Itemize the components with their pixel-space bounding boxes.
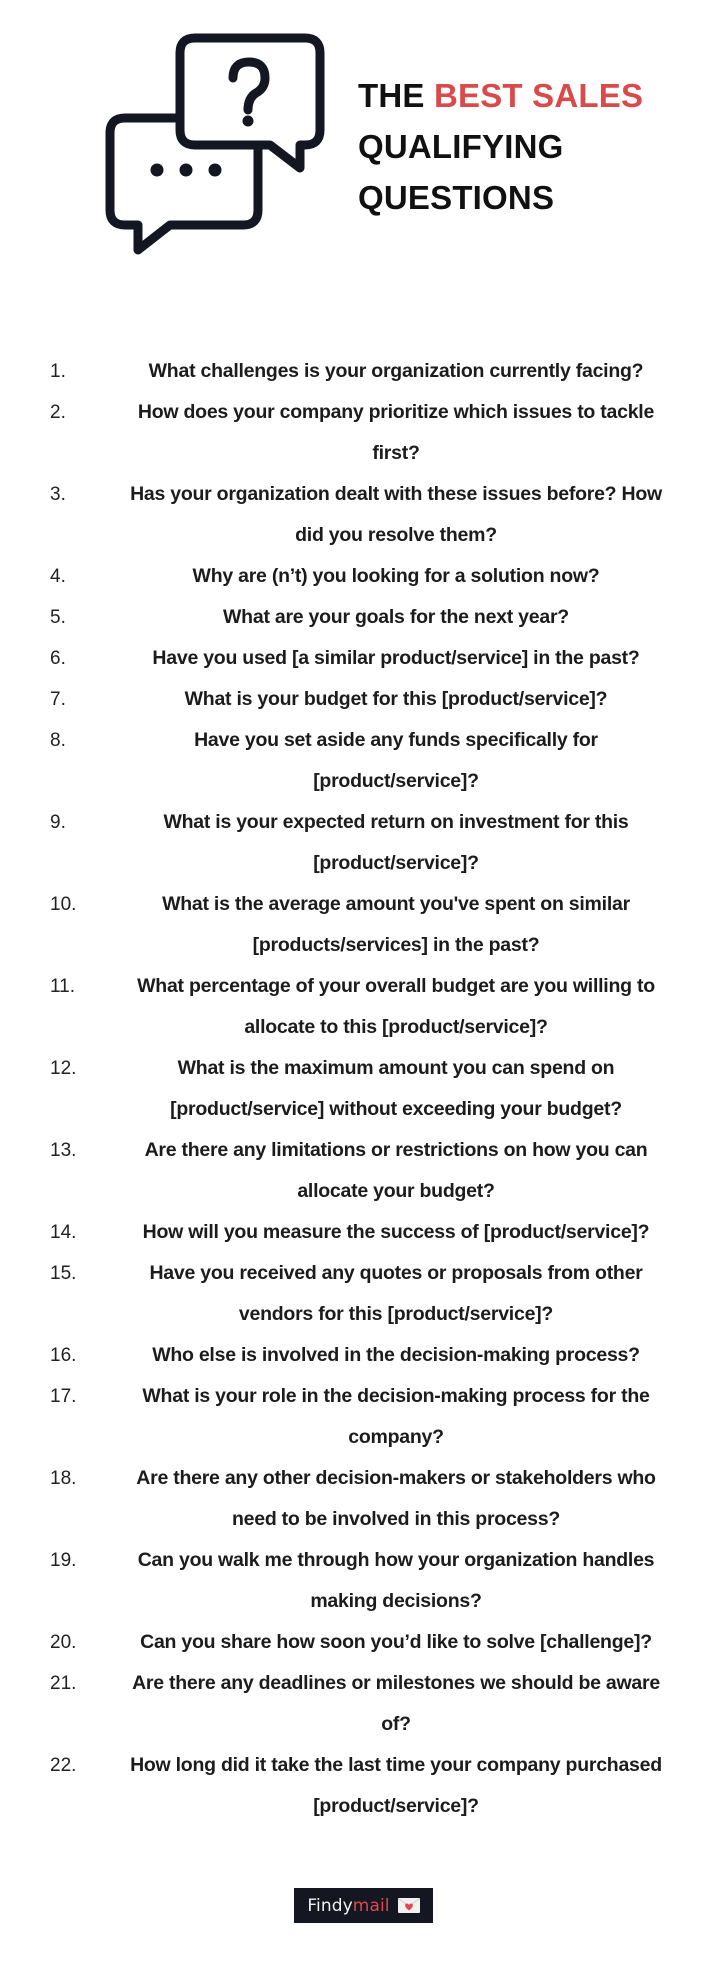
page-title xyxy=(358,70,643,223)
question-item xyxy=(0,966,720,1048)
question-item xyxy=(0,1622,720,1663)
question-line: Can you walk me through how your organization handles xyxy=(137,1549,655,1571)
question-number: 18. xyxy=(50,1468,77,1489)
question-line: [product/service]? xyxy=(313,852,479,874)
question-text xyxy=(100,1663,692,1745)
question-line: making decisions? xyxy=(310,1590,482,1612)
question-line: Have you set aside any funds specifically for xyxy=(194,729,598,751)
question-text xyxy=(100,1540,692,1622)
title-line-1: THE BEST SALES xyxy=(358,77,644,114)
question-number: 1. xyxy=(50,361,66,382)
question-line: What percentage of your overall budget are you willing to xyxy=(137,975,655,997)
question-text xyxy=(100,1745,692,1827)
question-line: How will you measure the success of [product/service]? xyxy=(142,1221,650,1243)
findymail-logo xyxy=(294,1888,433,1923)
question-text xyxy=(100,1458,692,1540)
question-item xyxy=(0,802,720,884)
question-item xyxy=(0,597,720,638)
chat-bubbles-question-icon xyxy=(100,30,330,260)
title-line-3: QUESTIONS xyxy=(358,179,555,216)
question-number: 19. xyxy=(50,1550,77,1571)
question-item xyxy=(0,1335,720,1376)
question-number: 6. xyxy=(50,648,66,669)
question-number: 11. xyxy=(50,976,76,997)
questions-list xyxy=(0,351,720,1827)
question-item xyxy=(0,1458,720,1540)
question-text xyxy=(100,1212,692,1253)
question-item xyxy=(0,392,720,474)
question-line: What is the average amount you've spent on similar xyxy=(162,893,630,915)
question-number: 4. xyxy=(50,566,66,587)
question-item xyxy=(0,1048,720,1130)
question-item xyxy=(0,1745,720,1827)
question-text xyxy=(100,720,692,802)
question-line: Why are (n’t) you looking for a solution now? xyxy=(192,565,600,587)
question-item xyxy=(0,884,720,966)
question-text xyxy=(100,884,692,966)
question-line: Are there any other decision-makers or stakeholders who xyxy=(136,1467,656,1489)
question-number: 3. xyxy=(50,484,66,505)
question-number: 14. xyxy=(50,1222,77,1243)
question-number: 15. xyxy=(50,1263,77,1284)
question-line: Can you share how soon you’d like to solve [challenge]? xyxy=(140,1631,652,1653)
question-number: 12. xyxy=(50,1058,77,1079)
question-number: 16. xyxy=(50,1345,77,1366)
question-number: 2. xyxy=(50,402,66,423)
question-item xyxy=(0,351,720,392)
question-line: What is the maximum amount you can spend on xyxy=(177,1057,615,1079)
question-line: vendors for this [product/service]? xyxy=(238,1303,554,1325)
question-number: 21. xyxy=(50,1673,77,1694)
question-item xyxy=(0,720,720,802)
question-number: 7. xyxy=(50,689,66,710)
question-line: Are there any deadlines or milestones we should be aware xyxy=(132,1672,660,1694)
question-line: [product/service] without exceeding your budget? xyxy=(170,1098,622,1120)
question-line: How does your company prioritize which issues to tackle xyxy=(137,401,655,423)
question-number: 9. xyxy=(50,812,66,833)
question-item xyxy=(0,474,720,556)
question-line: need to be involved in this process? xyxy=(232,1508,560,1530)
question-line: Has your organization dealt with these issues before? How xyxy=(130,483,662,505)
question-line: [product/service]? xyxy=(313,1795,479,1817)
question-line: [products/services] in the past? xyxy=(252,934,540,956)
question-text xyxy=(100,1130,692,1212)
question-number: 22. xyxy=(50,1755,77,1776)
question-text xyxy=(100,966,692,1048)
title-line-2: QUALIFYING xyxy=(358,128,564,165)
question-text xyxy=(100,1376,692,1458)
question-number: 10. xyxy=(50,894,77,915)
question-number: 8. xyxy=(50,730,66,751)
question-item xyxy=(0,638,720,679)
question-line: What is your role in the decision-making process for the xyxy=(142,1385,650,1407)
question-line: What are your goals for the next year? xyxy=(223,606,569,628)
question-item xyxy=(0,1376,720,1458)
question-line: What challenges is your organization currently facing? xyxy=(148,360,644,382)
question-item xyxy=(0,1212,720,1253)
title-accent: BEST SALES xyxy=(433,77,644,114)
question-text xyxy=(100,597,692,638)
question-item xyxy=(0,1130,720,1212)
question-text xyxy=(100,556,692,597)
envelope-heart-icon xyxy=(398,1898,420,1913)
question-item xyxy=(0,1540,720,1622)
question-item xyxy=(0,1663,720,1745)
question-number: 13. xyxy=(50,1140,77,1161)
question-text xyxy=(100,392,692,474)
question-text xyxy=(100,1335,692,1376)
question-text xyxy=(100,1253,692,1335)
header xyxy=(0,0,720,280)
question-text xyxy=(100,679,692,720)
question-line: What is your expected return on investment for this xyxy=(163,811,629,833)
logo-text: Findymail xyxy=(307,1895,390,1916)
question-item xyxy=(0,556,720,597)
question-line: Have you received any quotes or proposals from other xyxy=(149,1262,643,1284)
question-line: first? xyxy=(372,442,420,464)
question-number: 5. xyxy=(50,607,66,628)
question-text xyxy=(100,1048,692,1130)
question-item xyxy=(0,1253,720,1335)
question-line: Have you used [a similar product/service] in the past? xyxy=(152,647,640,669)
question-line: Who else is involved in the decision-making process? xyxy=(152,1344,640,1366)
question-line: company? xyxy=(348,1426,444,1448)
question-line: Are there any limitations or restrictions on how you can xyxy=(144,1139,648,1161)
question-line: of? xyxy=(381,1713,411,1735)
question-text xyxy=(100,474,692,556)
question-line: allocate to this [product/service]? xyxy=(244,1016,548,1038)
question-text xyxy=(100,351,692,392)
question-number: 20. xyxy=(50,1632,77,1653)
question-item xyxy=(0,679,720,720)
question-text xyxy=(100,638,692,679)
question-line: did you resolve them? xyxy=(295,524,497,546)
question-line: allocate your budget? xyxy=(297,1180,495,1202)
question-line: How long did it take the last time your company purchased xyxy=(130,1754,662,1776)
question-number: 17. xyxy=(50,1386,77,1407)
question-text xyxy=(100,1622,692,1663)
question-line: [product/service]? xyxy=(313,770,479,792)
question-text xyxy=(100,802,692,884)
question-line: What is your budget for this [product/service]? xyxy=(184,688,608,710)
